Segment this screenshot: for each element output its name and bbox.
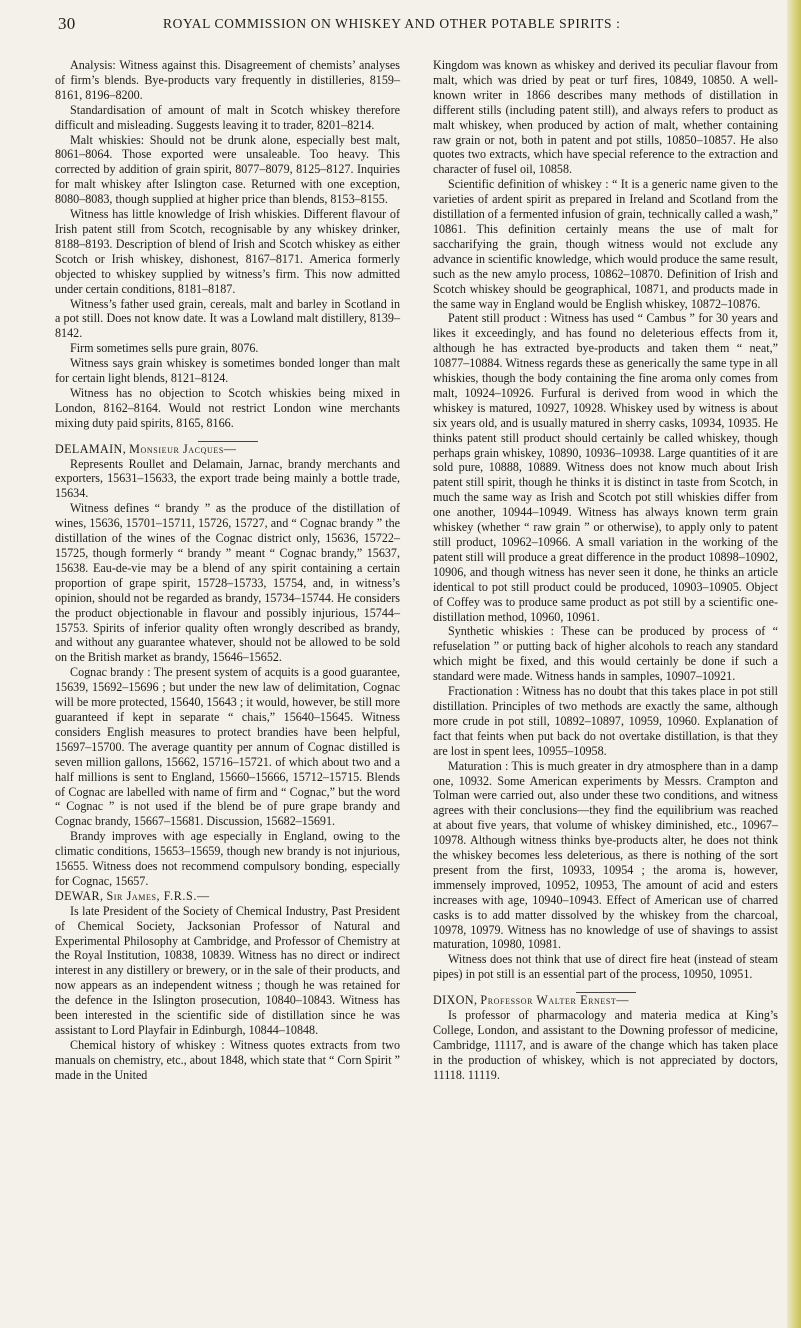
paragraph: Witness does not think that use of direct fire heat (instead of steam pipes) in pot still is an essential part of the process, 10950, 10951. bbox=[433, 952, 778, 982]
entry-title: Sir James, F.R.S.— bbox=[106, 888, 210, 903]
entry-name: DELAMAIN, bbox=[55, 441, 127, 456]
paragraph: Is professor of pharmacology and materia medica at King’s College, London, and assistant to the Downing professor of medicine, Cambridge, 11117, and is aware of the change which has taken place in the production of whiskey, which is not appreciated by doctors, 11118. 11119. bbox=[433, 1008, 778, 1082]
paragraph: Scientific definition of whiskey : “ It is a generic name given to the varieties of ardent spirit as prepared in Ireland and Scotland from the distillation of a fermented infusion of grain, technically called a wash,” 10861. This definition certainly means the use of malt for saccharifying the grain, though witness would not exclude any advance in scientific knowledge, which would produce the same result, such as the new amylo process, 10862–10870. Definition of Irish and Scotch whiskey should be geographical, 10871, and products made in the same way in England would be English whiskey, 10872–10876. bbox=[433, 177, 778, 311]
paragraph: Witness defines “ brandy ” as the produce of the distillation of wines, 15636, 15701–15711, 15726, 15727, and “ Cognac brandy ” the distillation of the wines of the Cognac district only, 15636, 15722–15725, though formerly “ brandy ” meant “ Cognac brandy,” 15637, 15638. Eau-de-vie may be a blend of any spirit containing a certain proportion of grape spirit, 15728–15733, 15754, and, in witness’s opinion, should not be regarded as brandy, 15734–15744. He considers the product objectionable in flavour and possibly injurious, 15744–15753. Spirits of inferior quality often wrongly described as brandy, and without any guarantee whatever, should not be allowed to be sold on the British market as brandy, 15646–15652. bbox=[55, 501, 400, 665]
paragraph: Chemical history of whiskey : Witness quotes extracts from two manuals on chemistry, etc., about 1848, which state that “ Corn Spirit ” made in the United bbox=[55, 1037, 400, 1082]
entry-title: Professor Walter Ernest— bbox=[480, 993, 630, 1008]
paragraph: Kingdom was known as whiskey and derived its peculiar flavour from malt, which was dried by peat or turf fires, 10849, 10850. A well-known writer in 1866 describes many methods of distillation in different stills (including patent still), and always refers to product as malt whiskey, when produced by action of malt, whether containing raw grain or not, both in patent and pot stills, 10850–10857. He also quotes two extracts, which have special reference to the extraction and character of fusel oil, 10858. bbox=[433, 58, 778, 177]
paragraph: Standardisation of amount of malt in Scotch whiskey therefore difficult and misleading. Suggests leaving it to trader, 8201–8214. bbox=[55, 102, 400, 132]
page-edge bbox=[787, 0, 801, 1328]
right-column bbox=[433, 58, 778, 1083]
paragraph: Is late President of the Society of Chemical Industry, Past President of Chemical Society, Jacksonian Professor of Natural and Experimental Philosophy at Cambridge, and Professor of Chemistry at the Royal Institution, 10838, 10839. Witness has no direct or indirect interest in any distillery or brewery, or in the sale of their products, and now appears as an independent witness ; though he was retained for the defence in the Islington prosecution, 10840–10843. Witness has been interested in the scientific side of distillation since he was assistant to Lord Playfair in Edinburgh, 10844–10848. bbox=[55, 903, 400, 1037]
entry-name: DEWAR, bbox=[55, 888, 104, 903]
paragraph: Fractionation : Witness has no doubt that this takes place in pot still distillation. Principles of two methods are exactly the same, although more crude in pot still, 10892–10897, 10959, 10960. Explanation of fact that feints when put back do not overtake distillation, is that they are lost in spent lees, 10955–10958. bbox=[433, 684, 778, 758]
paragraph: Malt whiskies: Should not be drunk alone, especially best malt, 8061–8064. Those exported were unsaleable. Too heavy. This corrected by addition of grain spirit, 8077–8079, 8125–8127. Inquiries for malt whiskey after Islington case. Returned with one exception, 8080–8083, though supplied at higher price than blends, 8153–8155. bbox=[55, 132, 400, 207]
paragraph: Witness has no objection to Scotch whiskies being mixed in London, 8162–8164. Would not restrict London wine merchants mixing duty paid spirits, 8165, 8166. bbox=[55, 385, 400, 430]
entry-heading-delamain bbox=[55, 442, 400, 457]
entry-title: Monsieur Jacques— bbox=[129, 441, 237, 456]
running-title: ROYAL COMMISSION ON WHISKEY AND OTHER POTABLE SPIRITS : bbox=[163, 16, 621, 31]
page-number: 30 bbox=[58, 14, 76, 33]
entry-name: DIXON, bbox=[433, 993, 478, 1008]
paragraph: Analysis: Witness against this. Disagreement of chemists’ analyses of firm’s blends. Bye-products vary frequently in distilleries, 8159–8161, 8196–8200. bbox=[55, 58, 400, 102]
paragraph: Represents Roullet and Delamain, Jarnac, brandy merchants and exporters, 15631–15633, the export trade being mainly a bottle trade, 15634. bbox=[55, 456, 400, 501]
paragraph: Firm sometimes sells pure grain, 8076. bbox=[70, 341, 259, 356]
paragraph: Witness’s father used grain, cereals, malt and barley in Scotland in a pot still. Does not know date. It was a Lowland malt distillery, 8139–8142. bbox=[55, 296, 400, 341]
left-column bbox=[55, 58, 400, 1083]
entry-heading-dixon bbox=[433, 993, 778, 1008]
paragraph: Witness has little knowledge of Irish whiskies. Different flavour of Irish patent still from Scotch, recognisable by any whiskey drinker, 8188–8193. Description of blend of Irish and Scotch whiskey as either Scotch or Irish whiskey, dishonest, 8167–8171. America formerly objected to whiskey supplied by witness’s firm. This now admitted under certain conditions, 8181–8187. bbox=[55, 207, 400, 296]
entry-heading-dewar bbox=[55, 889, 400, 904]
paragraph: Patent still product : Witness has used “ Cambus ” for 30 years and likes it exceedingly, and has found no deleterious effects from it, although he has extracted bye-products and taken them “ neat,” 10877–10884. Witness regards these as generically the same type in all whiskies, though the body containing the fine aroma only comes from malt, 10924–10926. Furfural is derived from wood in which the whiskey is matured, 10927, 10928. Whiskey used by witness is about six years old, and is usually matured in sherry casks, 10934, 10935. He thinks patent still product should certainly be called whiskey, though perhaps grain whiskey, 10890, 10936–10938. Large quantities of it are sold pure, 10888, 10889. Witness does not know much about Irish patent still spirit, though he thinks it is distinct in taste from Scotch, in much the same way as Irish and Scotch pot still whiskies differ from one another, 10944–10949. Witness has always known term grain whiskey (whether “ raw grain ” or otherwise), to apply only to patent still product, 10962–10966. A small variation in the working of the patent still will produce a great difference in the product 10898–10902, 10906, and though witness has never seen it done, he thinks an article identical to pot still product could be produced, 10903–10905. Object of Coffey was to produce same product as pot still by a scientific one-distillation method, 10960, 10961. bbox=[433, 311, 778, 624]
paragraph: Brandy improves with age especially in England, owing to the climatic conditions, 15653–15659, though new brandy is not injurious, 15655. Witness does not recommend compulsory bonding, especially for Cognac, 15657. bbox=[55, 829, 400, 888]
paragraph: Cognac brandy : The present system of acquits is a good guarantee, 15639, 15692–15696 ; but under the new law of delimitation, Cognac will be more protected, 15640, 15643 ; it would, however, be still more guaranteed if kept in separate “ chais,” 15640–15645. Witness considers English measures to protect brandies have been helpful, 15697–15700. The average quantity per annum of Cognac distilled is seven million gallons, 15662, 15716–15721. of which about two and a half millions is sent to England, 15660–15666, 15712–15715. Blends of Cognac are labelled with name of firm and “ Cognac,” but the word “ Cognac ” is not used if the blend be of pure grape brandy and Cognac brandy, 15667–15681. Discussion, 15682–15691. bbox=[55, 665, 400, 829]
paragraph: Synthetic whiskies : These can be produced by process of “ refuselation ” or putting back of higher alcohols to reach any standard which might be fixed, and this would certainly be done if such a standard were made. Witness hands in samples, 10907–10921. bbox=[433, 624, 778, 684]
page-header bbox=[58, 8, 770, 34]
paragraph: Maturation : This is much greater in dry atmosphere than in a damp one, 10932. Some American experiments by Messrs. Crampton and Tolman were carried out, also under these two conditions, and witness agrees with their conclusions—they find the equilibrium was reached at about five years, that volume of whiskey diminished, etc., 10967–10978. Although witness thinks bye-products alter, he does not think the whiskey becomes less deleterious, as there is nothing of the sort present from the first, 10933, 10954 ; the aroma is, however, immensely improved, 10952, 10953, The amount of acid and esters increases with age, 10940–10943. Effect of American use of charred casks is to add matter dissolved by the whiskey from the charcoal, 10978, 10979. Witness has no knowledge of use of shavings to assist maturation, 10980, 10981. bbox=[433, 758, 778, 952]
paragraph: Witness says grain whiskey is sometimes bonded longer than malt for certain light blends, 8121–8124. bbox=[55, 356, 400, 386]
